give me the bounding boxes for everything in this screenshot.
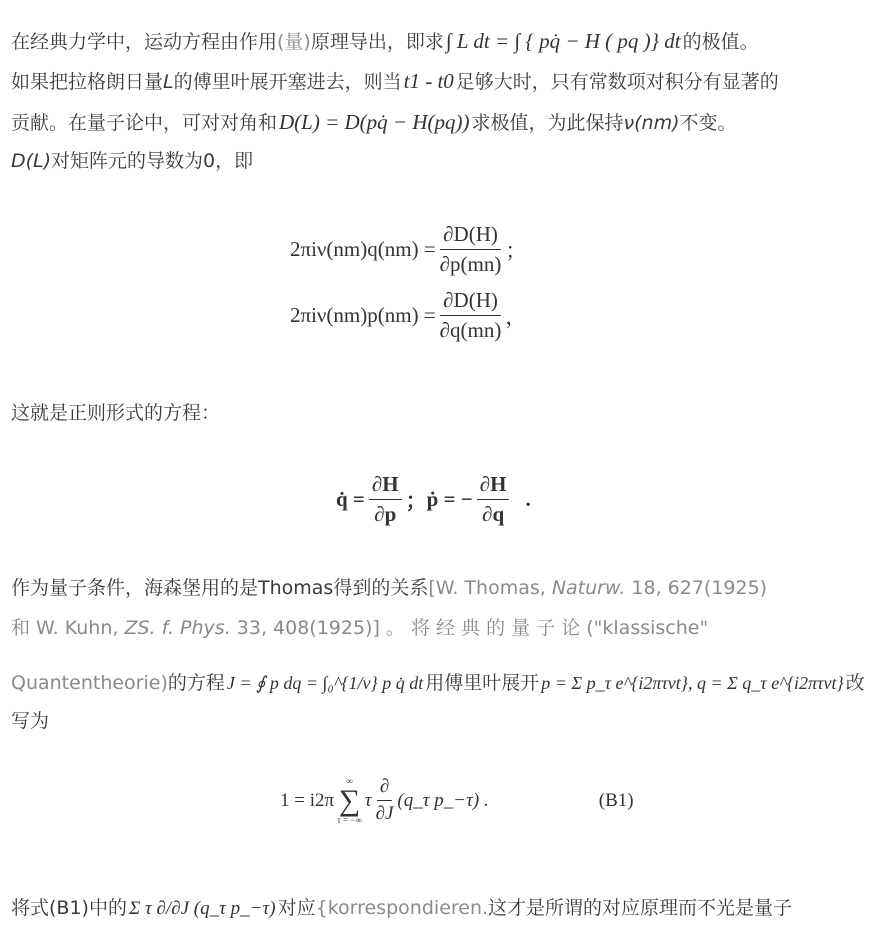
numerator: ∂	[377, 776, 392, 801]
canonical-equations	[336, 472, 531, 527]
text: 对应	[277, 897, 316, 919]
punctuation: ，	[505, 304, 527, 329]
equation-lhs: 1 = i2π	[280, 789, 335, 811]
text: 作为量子条件，海森堡用的是Thomas得到的关系	[11, 577, 429, 599]
paragraph-4	[11, 893, 792, 924]
fraction	[440, 288, 502, 343]
paragraph-1-line-2	[11, 66, 779, 97]
text: 这就是正则形式的方程：	[11, 402, 221, 424]
sigma-symbol: ∑	[338, 783, 361, 817]
text: 贡献。在量子论中，可对对角和	[11, 112, 278, 134]
text: 原理导出，即求	[310, 31, 444, 53]
gray-text: Quantentheorie)	[11, 672, 168, 694]
gray-text: {korrespondieren.	[315, 897, 489, 919]
paragraph-2	[11, 398, 220, 428]
text: 。 将 经 典 的 量 子 论 ("klassische"	[379, 617, 709, 639]
denominator: ∂J	[375, 803, 394, 824]
gray-text: (量)	[277, 31, 311, 53]
paragraph-3-line-1	[11, 573, 767, 603]
text: 的极值。	[682, 31, 759, 53]
fraction	[477, 472, 510, 527]
equation-lhs: 2πiν(nm)p(nm) =	[290, 303, 436, 327]
math-var: L	[163, 71, 174, 93]
text: 的傅里叶展开塞进去，则当	[173, 71, 402, 93]
punctuation: .	[525, 487, 531, 511]
paragraph-3-line-3	[11, 664, 881, 740]
numerator: ∂H	[477, 472, 510, 500]
denominator: ∂q	[482, 502, 505, 526]
fraction	[376, 776, 394, 825]
text: 将式(B1)中的	[11, 897, 127, 919]
equation-label: (B1)	[598, 789, 634, 811]
equation-lhs: 2πiν(nm)q(nm) =	[290, 237, 436, 261]
paragraph-1-line-3	[11, 107, 737, 138]
paragraph-1-line-1	[11, 26, 759, 57]
summation	[337, 777, 362, 825]
text: 的方程	[167, 672, 225, 694]
paragraph-3-line-4: 写为	[11, 710, 50, 732]
product-term: (q_τ p_−τ) .	[397, 789, 489, 811]
action-variable-formula: J = ∮ p dq = ∫₀^{1/ν} p q̇ dt	[226, 673, 424, 693]
fraction	[369, 472, 402, 527]
equation-b1	[280, 776, 634, 825]
equation-1	[290, 222, 526, 277]
text: 足够大时，只有常数项对积分有显著的	[455, 71, 779, 93]
sum-upper: ∞	[346, 775, 353, 786]
fraction	[440, 222, 502, 277]
reference: 18, 627(1925)	[625, 577, 768, 599]
action-integral-formula: ∫ L dt = ∫ { pq̇ − H ( pq )} dt	[445, 29, 681, 53]
text: 对矩阵元的导数为0，即	[51, 150, 254, 172]
paragraph-1-line-4	[11, 146, 253, 176]
text: 用傅里叶展开	[425, 672, 540, 694]
denominator: ∂p	[374, 502, 397, 526]
punctuation: ；	[505, 238, 527, 263]
journal-name: Naturw.	[551, 577, 626, 599]
text: 这才是所谓的对应原理而不光是量子	[488, 897, 793, 919]
separator: ；	[405, 488, 427, 513]
denominator: ∂p(mn)	[439, 252, 502, 276]
journal-name: ZS. f. Phys.	[124, 617, 231, 639]
equation-2	[290, 288, 526, 343]
text: 不变。	[679, 112, 737, 134]
paragraph-3-line-2	[11, 613, 708, 643]
sum-term-formula: Σ τ ∂/∂J (q_τ p_−τ)	[128, 898, 276, 919]
text: 在经典力学中，运动方程由作用	[11, 31, 278, 53]
text: 改	[845, 672, 865, 694]
tau: τ	[364, 789, 372, 811]
text: 如果把拉格朗日量	[11, 71, 164, 93]
diagonal-sum-formula: D(L) = D(pq̇ − H(pq))	[279, 110, 470, 134]
numerator: ∂H	[369, 472, 402, 500]
reference: [W. Thomas,	[428, 577, 552, 599]
equation-lhs: q̇ =	[336, 487, 365, 511]
reference: 和 W. Kuhn,	[11, 617, 125, 639]
fourier-expansion-formula: p = Σ p_τ e^{i2πτνt}, q = Σ q_τ e^{i2πτνt}	[541, 673, 844, 693]
denominator: ∂q(mn)	[439, 318, 502, 342]
time-difference: t1 - t0	[403, 69, 454, 93]
text: 求极值，为此保持	[471, 112, 624, 134]
math-DL: D(L)	[11, 150, 52, 172]
numerator: ∂D(H)	[440, 222, 501, 250]
frequency-symbol: ν(nm)	[623, 112, 680, 134]
reference: 33, 408(1925)]	[230, 617, 380, 639]
numerator: ∂D(H)	[440, 288, 501, 316]
sum-lower: τ = −∞	[337, 814, 362, 825]
equation-lhs: ṗ = −	[426, 487, 473, 511]
